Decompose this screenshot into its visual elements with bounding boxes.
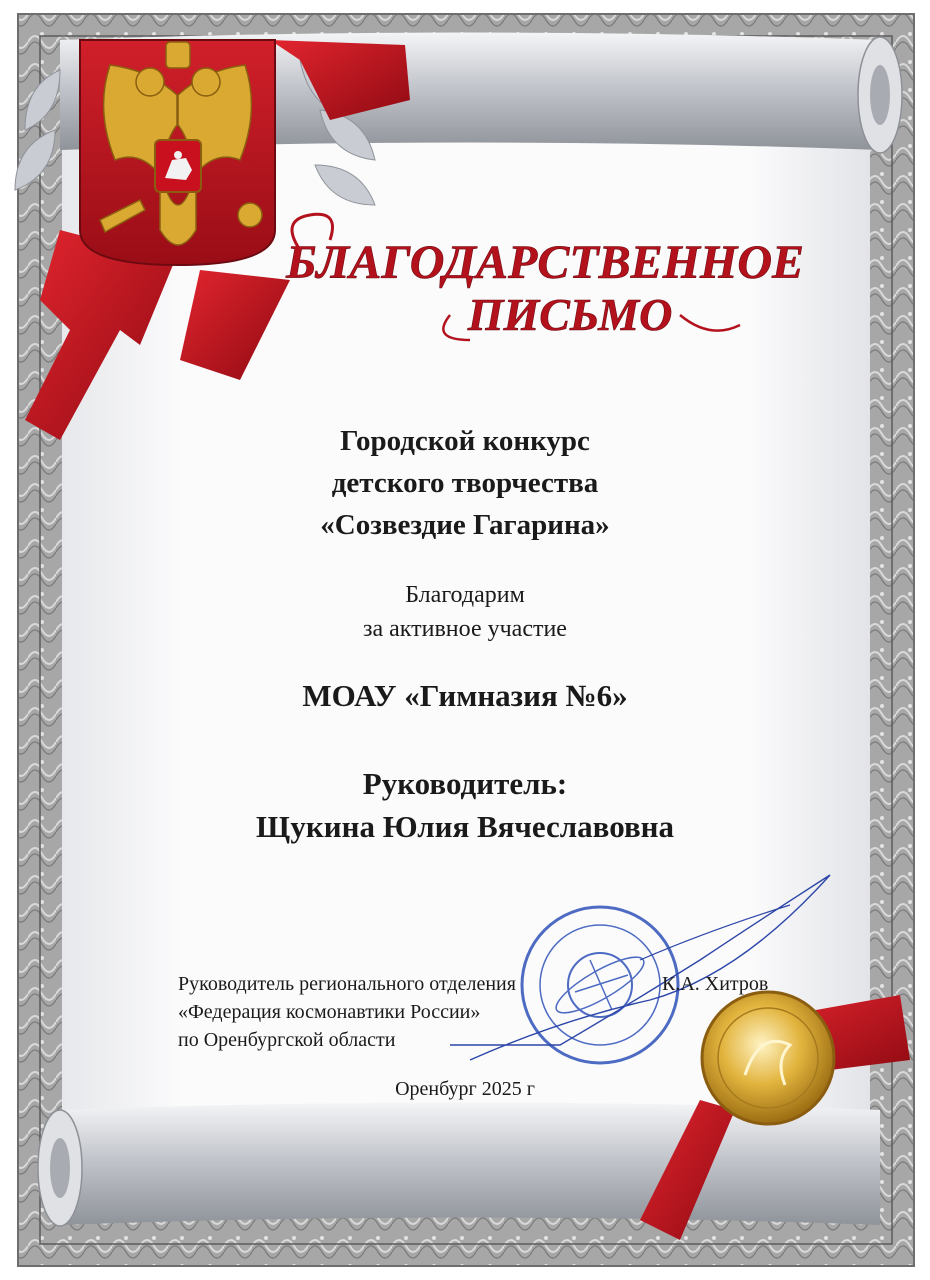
contest-line-2: детского творчества bbox=[331, 467, 599, 499]
supervisor-block bbox=[0, 762, 930, 848]
signatory-line-3: по Оренбургской области bbox=[178, 1029, 396, 1051]
signatory-block bbox=[178, 970, 516, 1054]
thanks-block bbox=[0, 578, 930, 646]
signatory-name: К.А. Хитров bbox=[662, 973, 769, 995]
contest-block bbox=[0, 420, 930, 546]
title-line1: БЛАГОДАРСТВЕННОЕ bbox=[285, 236, 805, 289]
title-line2: ПИСЬМО bbox=[467, 289, 673, 340]
contest-line-3: «Созвездие Гагарина» bbox=[320, 509, 610, 541]
supervisor-label: Руководитель: bbox=[362, 766, 568, 801]
thanks-line-1: Благодарим bbox=[405, 582, 525, 608]
place-date: Оренбург 2025 г bbox=[395, 1078, 535, 1100]
signatory-line-1: Руководитель регионального отделения bbox=[178, 973, 516, 995]
signatory-line-2: «Федерация космонавтики России» bbox=[178, 1001, 481, 1023]
supervisor-name: Щукина Юлия Вячеславовна bbox=[255, 809, 675, 844]
contest-line-1: Городской конкурс bbox=[340, 425, 590, 457]
organization-name: МОАУ «Гимназия №6» bbox=[302, 678, 628, 713]
certificate-title bbox=[270, 200, 820, 350]
thanks-line-2: за активное участие bbox=[363, 616, 567, 642]
